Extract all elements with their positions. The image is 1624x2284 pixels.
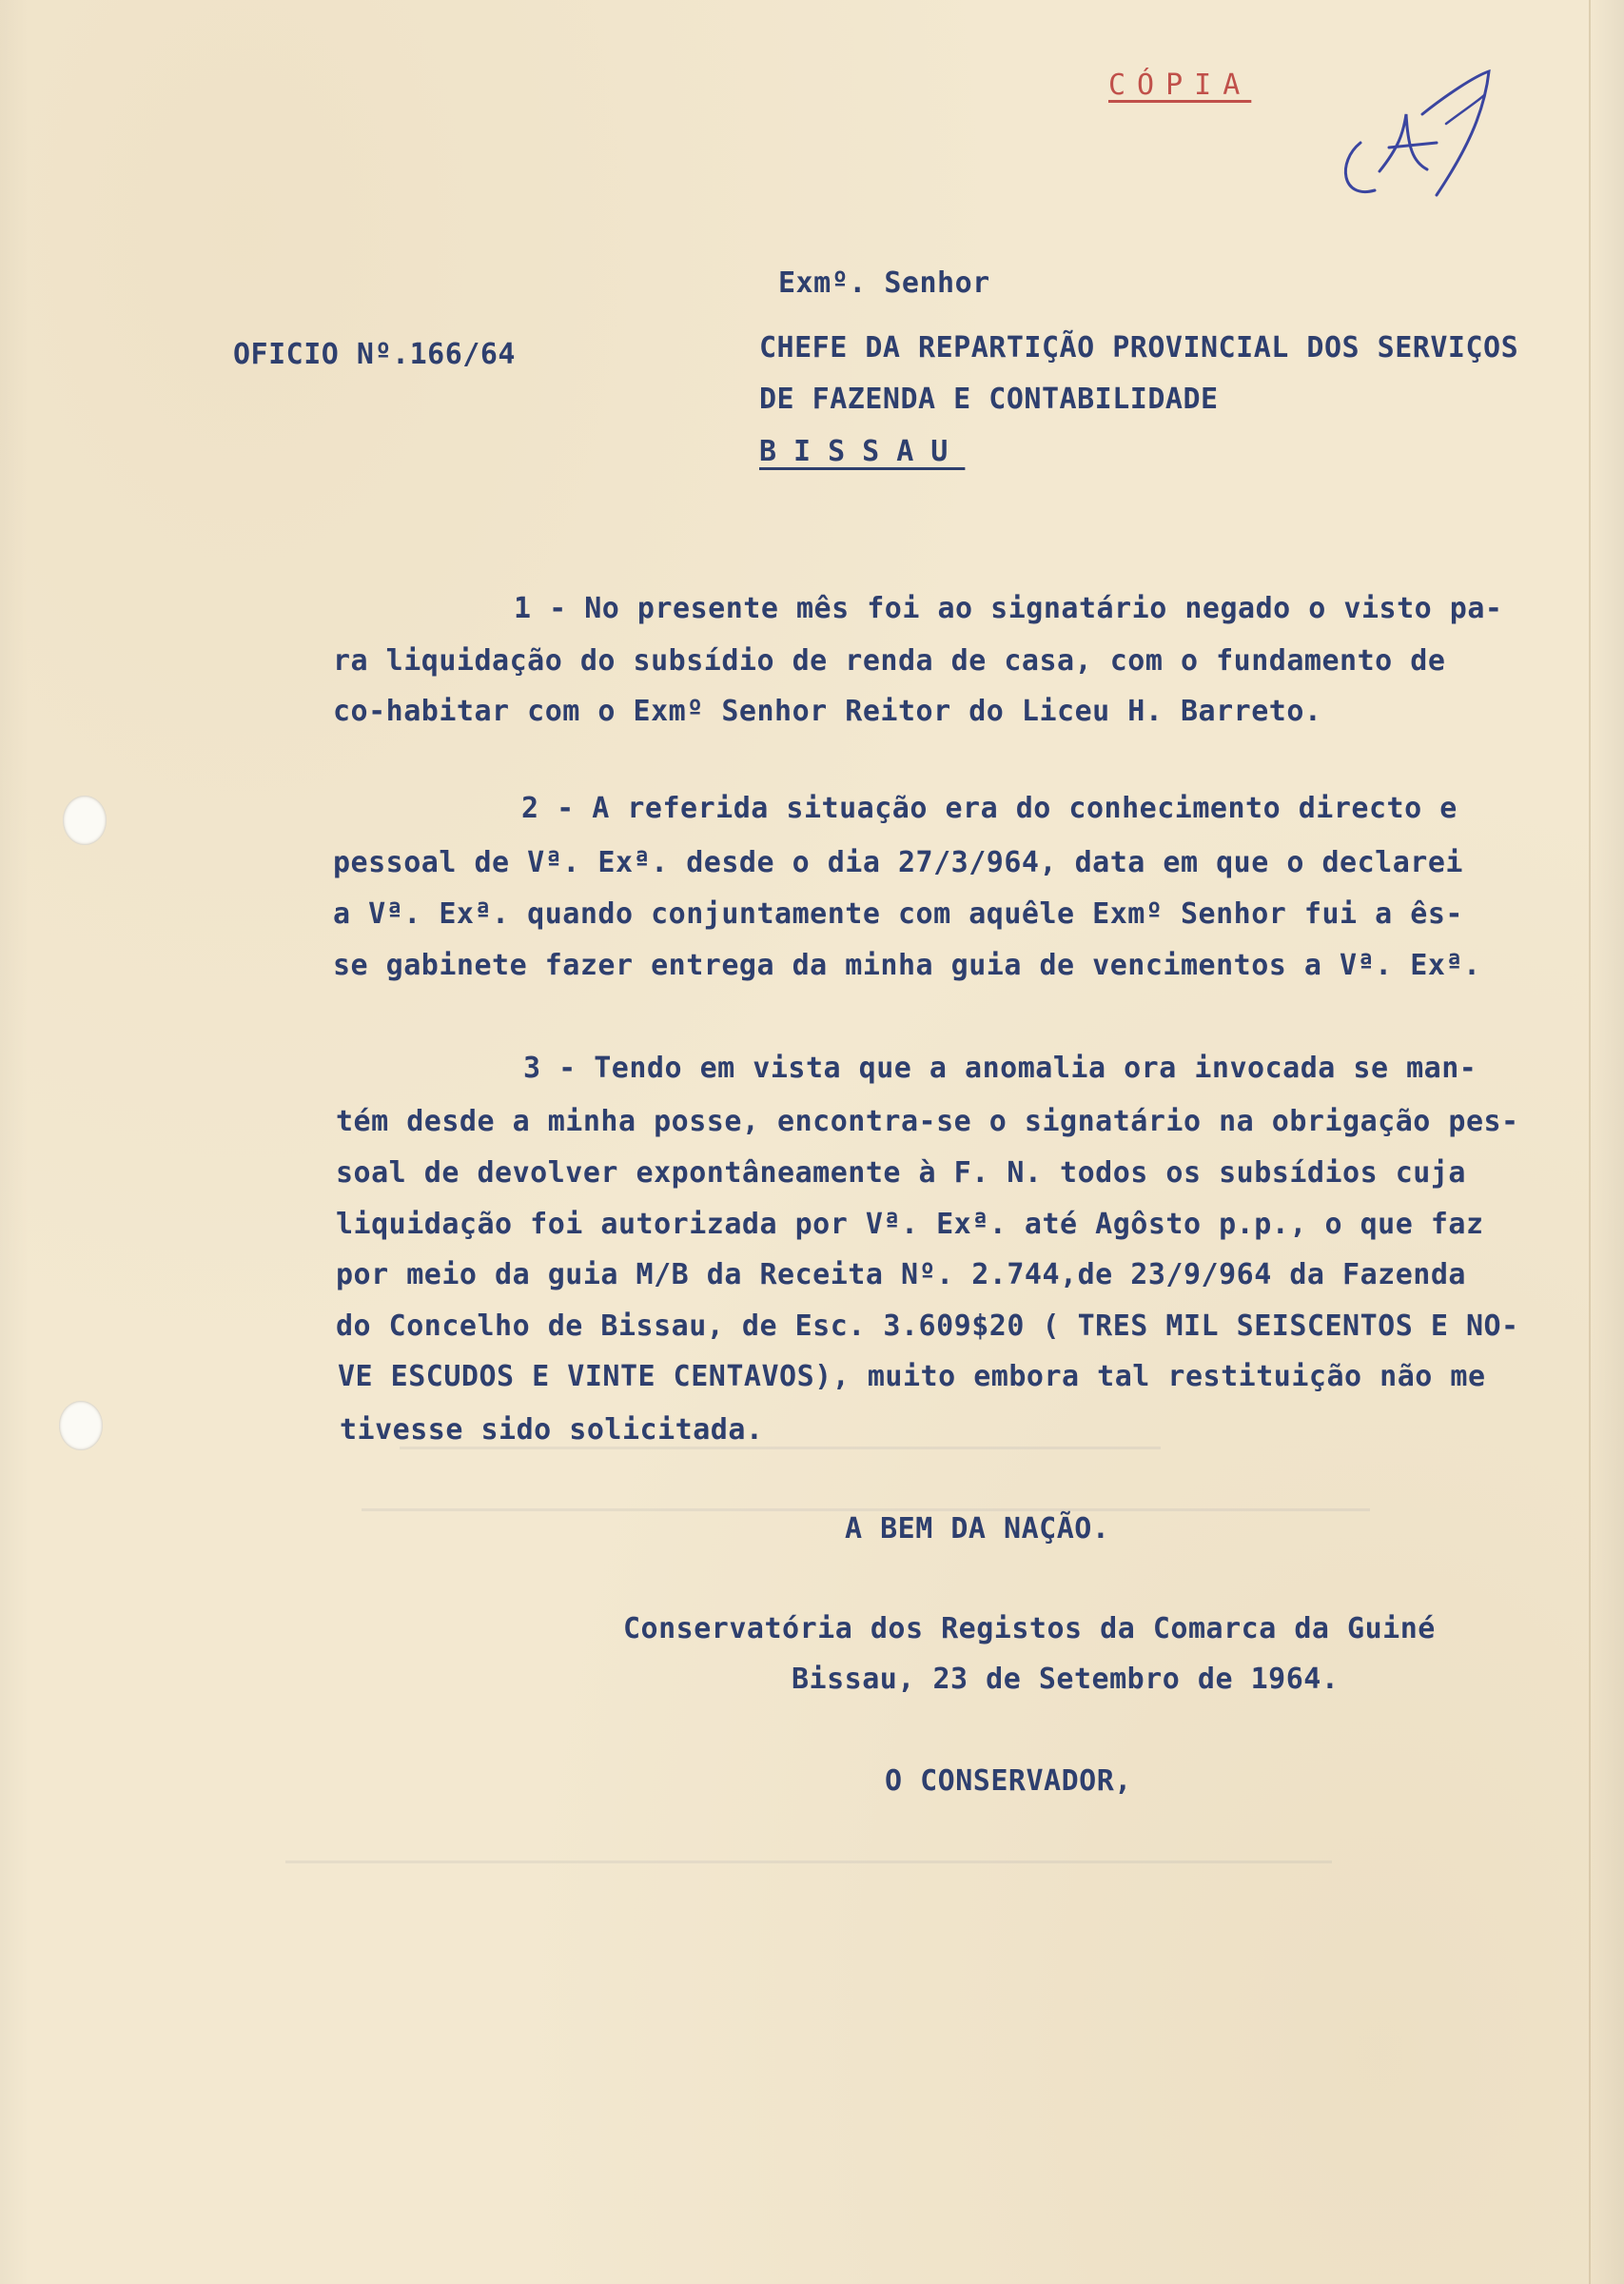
page-fold	[1589, 0, 1591, 2284]
paragraph-3-line-3: soal de devolver expontâneamente à F. N. todos os subsídios cuja	[336, 1156, 1466, 1190]
paragraph-1-line-3: co-habitar com o Exmº Senhor Reitor do Liceu H. Barreto.	[333, 695, 1322, 728]
copy-stamp: CÓPIA	[1108, 69, 1252, 102]
signatory-title: O CONSERVADOR,	[885, 1764, 1132, 1798]
punch-hole-bottom	[59, 1401, 103, 1450]
punch-hole-top	[63, 796, 107, 845]
recipient-city: BISSAU	[759, 435, 966, 468]
paragraph-3-line-1: 3 - Tendo em vista que a anomalia ora invocada se man-	[523, 1052, 1477, 1085]
recipient-line-1: CHEFE DA REPARTIÇÃO PROVINCIAL DOS SERVIÇOS	[759, 331, 1519, 364]
paragraph-1-line-1: 1 - No presente mês foi ao signatário negado o visto pa-	[514, 592, 1503, 625]
place-and-date: Bissau, 23 de Setembro de 1964.	[792, 1663, 1340, 1696]
recipient-line-2: DE FAZENDA E CONTABILIDADE	[759, 383, 1219, 416]
paragraph-2-line-4: se gabinete fazer entrega da minha guia de vencimentos a Vª. Exª.	[333, 949, 1481, 982]
paragraph-3-line-7: VE ESCUDOS E VINTE CENTAVOS), muito embora tal restituição não me	[338, 1360, 1486, 1393]
closing-motto: A BEM DA NAÇÃO.	[845, 1512, 1110, 1546]
paragraph-3-line-4: liquidação foi autorizada por Vª. Exª. até Agôsto p.p., o que faz	[336, 1208, 1484, 1241]
paragraph-2-line-3: a Vª. Exª. quando conjuntamente com aquêle Exmº Senhor fui a ês-	[333, 897, 1463, 931]
show-through-line	[285, 1861, 1332, 1863]
paragraph-3-line-6: do Concelho de Bissau, de Esc. 3.609$20 ( TRES MIL SEISCENTOS E NO-	[336, 1309, 1519, 1343]
salutation: Exmº. Senhor	[778, 266, 990, 300]
office-reference: OFICIO Nº.166/64	[233, 338, 516, 371]
paragraph-2-line-1: 2 - A referida situação era do conhecimento directo e	[521, 792, 1458, 825]
paragraph-3-line-8: tivesse sido solicitada.	[340, 1413, 764, 1447]
show-through-line	[400, 1447, 1161, 1449]
paragraph-1-line-2: ra liquidação do subsídio de renda de casa, com o fundamento de	[333, 644, 1446, 678]
institution-name: Conservatória dos Registos da Comarca da Guiné	[623, 1612, 1436, 1645]
paragraph-3-line-5: por meio da guia M/B da Receita Nº. 2.744,de 23/9/964 da Fazenda	[336, 1258, 1466, 1291]
handwritten-initials	[1332, 57, 1503, 209]
paragraph-2-line-2: pessoal de Vª. Exª. desde o dia 27/3/964, data em que o declarei	[333, 846, 1463, 879]
show-through-line	[362, 1508, 1370, 1511]
paragraph-3-line-2: tém desde a minha posse, encontra-se o signatário na obrigação pes-	[336, 1105, 1519, 1138]
